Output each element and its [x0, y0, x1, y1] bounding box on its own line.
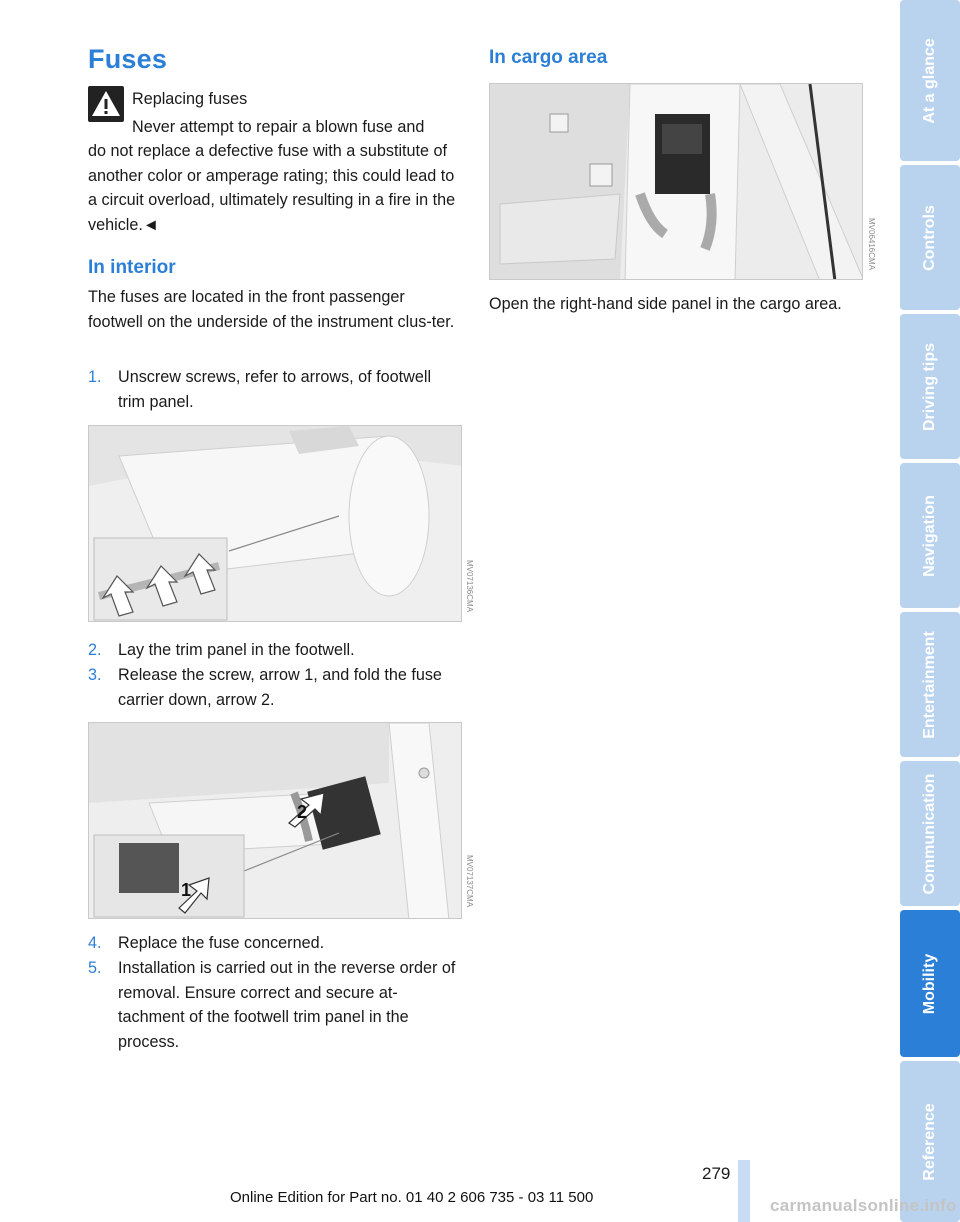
- figure2-arrow-1-label: 1: [181, 880, 192, 900]
- footer-edition: Online Edition for Part no. 01 40 2 606 735 - 03 11 500: [230, 1189, 594, 1206]
- page-number: 279: [702, 1164, 731, 1183]
- interior-heading: In interior: [88, 257, 176, 278]
- cargo-text: Open the right-hand side panel in the cargo area.: [489, 295, 842, 313]
- figure-fuse-carrier: [88, 722, 462, 919]
- tab-navigation-label: Navigation: [921, 494, 938, 577]
- step-4: [88, 931, 462, 956]
- warning-text: do not replace a defective fuse with a substitute of another color or amperage rating; this could lead to a circuit overload, ultimately resulting in a fire in the vehicle.◄: [88, 142, 456, 234]
- warning-line1: Never attempt to repair a blown fuse and: [132, 118, 425, 136]
- page-title: Fuses: [88, 44, 168, 74]
- tab-controls[interactable]: [900, 165, 960, 310]
- tab-mobility-label: Mobility: [921, 953, 938, 1014]
- tab-driving-tips[interactable]: [900, 314, 960, 459]
- step-5: [88, 956, 462, 1054]
- tab-communication-label: Communication: [921, 773, 938, 894]
- tab-at-a-glance-label: At a glance: [921, 37, 938, 124]
- tab-driving-tips-label: Driving tips: [921, 342, 938, 431]
- step-1-number: 1.: [88, 368, 102, 386]
- figure2-arrow-2-label: 2: [297, 802, 308, 822]
- figure3-code: MV06416CMA: [867, 218, 876, 271]
- step-3-text: Release the screw, arrow 1, and fold the fuse carrier down, arrow 2.: [118, 666, 442, 709]
- step-4-number: 4.: [88, 934, 102, 952]
- footer-watermark: carmanualsonline.info: [770, 1196, 957, 1215]
- tab-at-a-glance[interactable]: [900, 0, 960, 161]
- tab-controls-label: Controls: [921, 204, 938, 271]
- tab-navigation[interactable]: [900, 463, 960, 608]
- step-3: [88, 663, 462, 712]
- tab-reference-label: Reference: [921, 1102, 938, 1181]
- figure-footwell-trim-panel: [88, 425, 462, 622]
- page-number-bar: [738, 1160, 750, 1222]
- tab-communication[interactable]: [900, 761, 960, 906]
- step-4-text: Replace the fuse concerned.: [118, 934, 325, 952]
- tab-entertainment[interactable]: [900, 612, 960, 757]
- warning-icon: [88, 86, 124, 122]
- step-5-number: 5.: [88, 959, 102, 977]
- cargo-heading: In cargo area: [489, 47, 608, 68]
- step-5-text: Installation is carried out in the reverse order of removal. Ensure correct and secure at-tachment of the footwell trim panel in the process.: [118, 959, 456, 1051]
- figure1-code: MV07136CMA: [465, 560, 474, 613]
- step-3-number: 3.: [88, 666, 102, 684]
- warning-title: Replacing fuses: [132, 90, 248, 108]
- tab-mobility[interactable]: [900, 910, 960, 1057]
- figure-cargo-panel: [489, 83, 863, 280]
- figure2-code: MV07137CMA: [465, 855, 474, 908]
- step-2-text: Lay the trim panel in the footwell.: [118, 641, 355, 659]
- interior-text: The fuses are located in the front passenger footwell on the underside of the instrument clus-ter.: [88, 288, 455, 331]
- tab-entertainment-label: Entertainment: [921, 630, 938, 739]
- step-2: [88, 638, 462, 663]
- step-1: [88, 365, 462, 414]
- chapter-tabs: [900, 0, 960, 1222]
- step-2-number: 2.: [88, 641, 102, 659]
- step-1-text: Unscrew screws, refer to arrows, of footwell trim panel.: [118, 368, 432, 411]
